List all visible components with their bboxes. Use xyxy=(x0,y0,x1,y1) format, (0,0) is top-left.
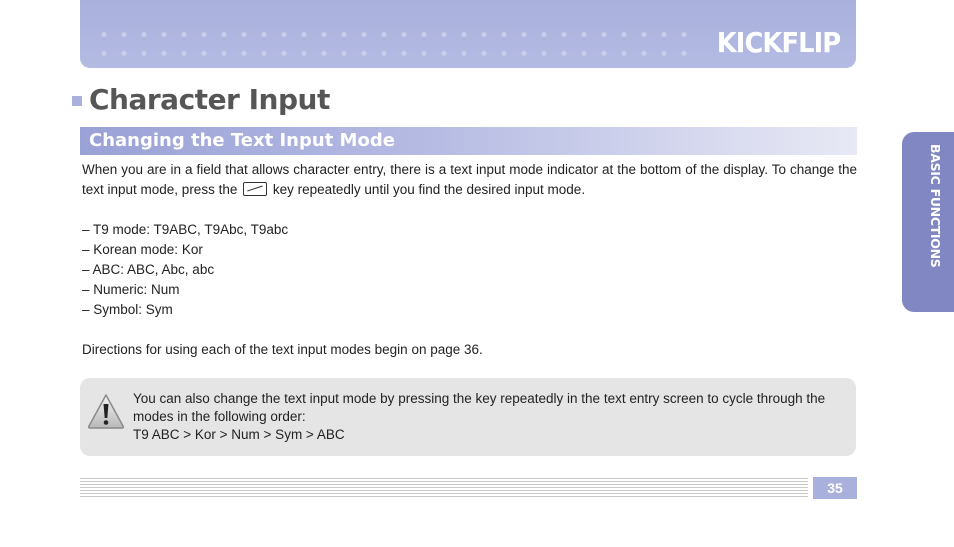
list-item: – T9 mode: T9ABC, T9Abc, T9abc xyxy=(82,222,289,237)
list-item: – Numeric: Num xyxy=(82,282,180,297)
page-number: 35 xyxy=(813,477,857,499)
brand-logo: KICKFLIP xyxy=(716,26,840,59)
section-heading-bar xyxy=(80,127,857,155)
warning-icon xyxy=(86,392,126,430)
page-title: Character Input xyxy=(89,83,330,116)
section-heading: Changing the Text Input Mode xyxy=(89,130,395,151)
side-tab-basic-functions xyxy=(902,132,954,312)
note-line-2: T9 ABC > Kor > Num > Sym > ABC xyxy=(133,427,345,442)
intro-text-part2: key repeatedly until you find the desired input mode. xyxy=(272,182,586,197)
note-box xyxy=(80,378,856,456)
list-item: – Korean mode: Kor xyxy=(82,242,203,257)
intro-paragraph xyxy=(82,160,857,200)
note-line-1: You can also change the text input mode by pressing the key repeatedly in the text entry screen to cycle through the modes in the following order: xyxy=(133,391,826,424)
list-item: – Symbol: Sym xyxy=(82,302,173,317)
intro-text-part1: When you are in a field that allows character entry, there is a text input mode indicator at the bottom of the display. To change the text input mode, press the xyxy=(82,162,857,197)
note-text xyxy=(133,390,849,444)
title-bullet-square xyxy=(72,96,82,106)
input-mode-list xyxy=(82,220,288,320)
header-banner xyxy=(80,0,856,68)
footer-rule-lines xyxy=(80,478,808,499)
header-dot-pattern xyxy=(94,25,694,59)
directions-note: Directions for using each of the text input modes begin on page 36. xyxy=(82,342,483,357)
edit-key-icon xyxy=(243,182,267,196)
list-item: – ABC: ABC, Abc, abc xyxy=(82,262,215,277)
side-tab-label: BASIC FUNCTIONS xyxy=(928,144,943,268)
